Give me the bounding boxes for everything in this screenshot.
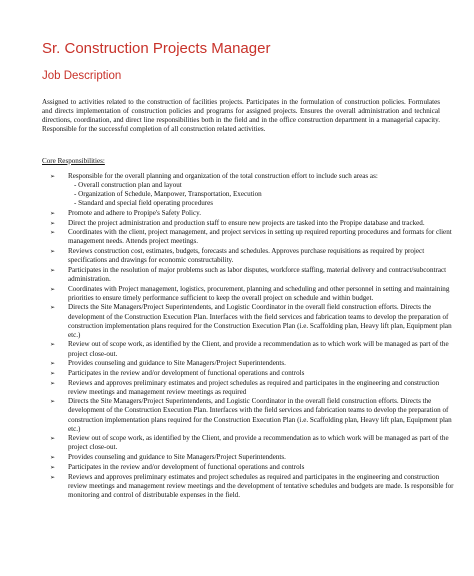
list-item-body — [68, 379, 460, 397]
list-item-body — [68, 473, 460, 500]
list-item-body — [68, 303, 460, 339]
list-item-text: Provides counseling and guidance to Site Managers/Project Superintendents. — [68, 453, 286, 462]
arrow-bullet-icon: ➢ — [50, 463, 56, 471]
list-item-text: Participates in the resolution of major problems such as labor disputes, workforce staffing, material delivery and contract/subcontract administration. — [68, 265, 447, 283]
list-item — [50, 473, 460, 500]
list-item-text: Promote and adhere to Propipe's Safety Policy. — [68, 208, 202, 217]
list-item — [50, 266, 460, 284]
list-subitem: - Organization of Schedule, Manpower, Transportation, Execution — [74, 190, 262, 199]
list-item-body — [68, 453, 460, 462]
list-item-text: Coordinates with the client, project management, and project services in setting up required reporting procedures and formats for client management needs. Attends project meetings. — [68, 228, 452, 246]
list-item — [50, 453, 460, 462]
list-item — [50, 463, 460, 472]
list-item-body — [68, 463, 460, 472]
list-item-text: Review out of scope work, as identified by the Client, and provide a recommendation as to which work will be managed as part of the project close-out. — [68, 434, 449, 452]
arrow-bullet-icon: ➢ — [50, 398, 56, 406]
list-item-text: Directs the Site Managers/Project Superintendents, and Logistic Coordinator in the overall field construction efforts. Directs the development of the Construction Execution Plan. Interfaces with the field services and fabrication teams to develop the preparation of construction implementation plans required for the Construction Execution Plan (i.e. Scaffolding plan, Heavy lift plan, Equipment plan etc.) — [68, 397, 452, 433]
list-subitem: - Overall construction plan and layout — [74, 181, 182, 190]
list-item — [50, 369, 460, 378]
arrow-bullet-icon: ➢ — [50, 304, 56, 312]
list-item-body — [68, 228, 460, 246]
list-item-text: Reviews and approves preliminary estimates and project schedules as required and participates in the engineering and construction review meetings and management review meetings as required — [68, 378, 440, 396]
list-item-body — [68, 369, 460, 378]
arrow-bullet-icon: ➢ — [50, 360, 56, 368]
list-item-text: Reviews construction cost, estimates, budgets, forecasts and schedules. Approves purchase requisitions as required by project specifications and drawings for economic constructability. — [68, 247, 425, 265]
arrow-bullet-icon: ➢ — [50, 266, 56, 274]
list-item-text: Participates in the review and/or development of functional operations and controls — [68, 462, 305, 471]
arrow-bullet-icon: ➢ — [50, 173, 56, 180]
list-item-text: Participates in the review and/or development of functional operations and controls — [68, 368, 305, 377]
arrow-bullet-icon: ➢ — [50, 379, 56, 387]
list-item — [50, 247, 460, 265]
arrow-bullet-icon: ➢ — [50, 341, 56, 349]
list-item-body — [68, 219, 460, 228]
core-responsibilities-heading: Core Responsibilities: — [42, 157, 105, 165]
list-item — [50, 397, 460, 433]
list-item-text: Coordinates with Project management, logistics, procurement, planning and scheduling and other personnel in setting and maintaining priorities to ensure timely performance sufficient to keep the overall project on schedule and within budget. — [68, 284, 450, 302]
list-item-body — [68, 209, 460, 218]
list-item-text: Direct the project administration and production staff to ensure new projects are tasked into the Propipe database and tracked. — [68, 218, 425, 227]
list-subitem: - Standard and special field operating procedures — [74, 199, 214, 208]
list-item-body — [68, 340, 460, 358]
list-item-body — [68, 247, 460, 265]
list-item-text: Directs the Site Managers/Project Superintendents, and Logistic Coordinator in the overall field construction efforts. Directs the development of the Construction Execution Plan. Interfaces with the field services and fabrication teams to develop the preparation of construction implementation plans required for the Construction Execution Plan (i.e. Scaffolding plan, Heavy lift plan, Equipment plan etc.) — [68, 303, 452, 339]
list-item-text: Reviews and approves preliminary estimates and project schedules as required and participates in the engineering and construction review meetings and management review meetings and the development of tentative schedules and budgets are made. Is responsible for monitoring and control of distributable expenses in the field. — [68, 472, 454, 499]
document-title: Sr. Construction Projects Manager — [42, 40, 271, 57]
arrow-bullet-icon: ➢ — [50, 435, 56, 443]
arrow-bullet-icon: ➢ — [50, 248, 56, 256]
list-item-text: Provides counseling and guidance to Site Managers/Project Superintendents. — [68, 359, 286, 368]
list-item-text: Review out of scope work, as identified by the Client, and provide a recommendation as to which work will be managed as part of the project close-out. — [68, 340, 449, 358]
list-item-body — [68, 359, 460, 368]
list-item-body — [68, 266, 460, 284]
list-item — [50, 379, 460, 397]
arrow-bullet-icon: ➢ — [50, 454, 56, 462]
list-item-body — [68, 172, 460, 208]
intro-paragraph: Assigned to activities related to the construction of facilities projects. Participates in the formulation of construction policies. Formulates and directs implementation of construction policies and programs for assigned projects. Ensures the overall administration and technical directions, coordination, and direct line responsibilities both in the field and in the office construction department in a managerial capacity. Responsible for the successful completion of all construction related activities. — [42, 98, 440, 134]
responsibilities-list — [50, 172, 460, 500]
list-item — [50, 359, 460, 368]
document-subtitle: Job Description — [42, 70, 122, 82]
list-item — [50, 209, 460, 218]
arrow-bullet-icon: ➢ — [50, 473, 56, 481]
arrow-bullet-icon: ➢ — [50, 285, 56, 293]
list-item-body — [68, 397, 460, 433]
list-item — [50, 219, 460, 228]
list-item-body — [68, 434, 460, 452]
list-item-text: Responsible for the overall planning and organization of the total construction effort to include such areas as: — [68, 172, 378, 180]
list-item — [50, 434, 460, 452]
arrow-bullet-icon: ➢ — [50, 229, 56, 237]
list-item-body — [68, 285, 460, 303]
list-item — [50, 172, 460, 208]
arrow-bullet-icon: ➢ — [50, 369, 56, 377]
arrow-bullet-icon: ➢ — [50, 219, 56, 227]
list-item — [50, 285, 460, 303]
list-item — [50, 228, 460, 246]
arrow-bullet-icon: ➢ — [50, 209, 56, 217]
list-item — [50, 303, 460, 339]
list-item — [50, 340, 460, 358]
